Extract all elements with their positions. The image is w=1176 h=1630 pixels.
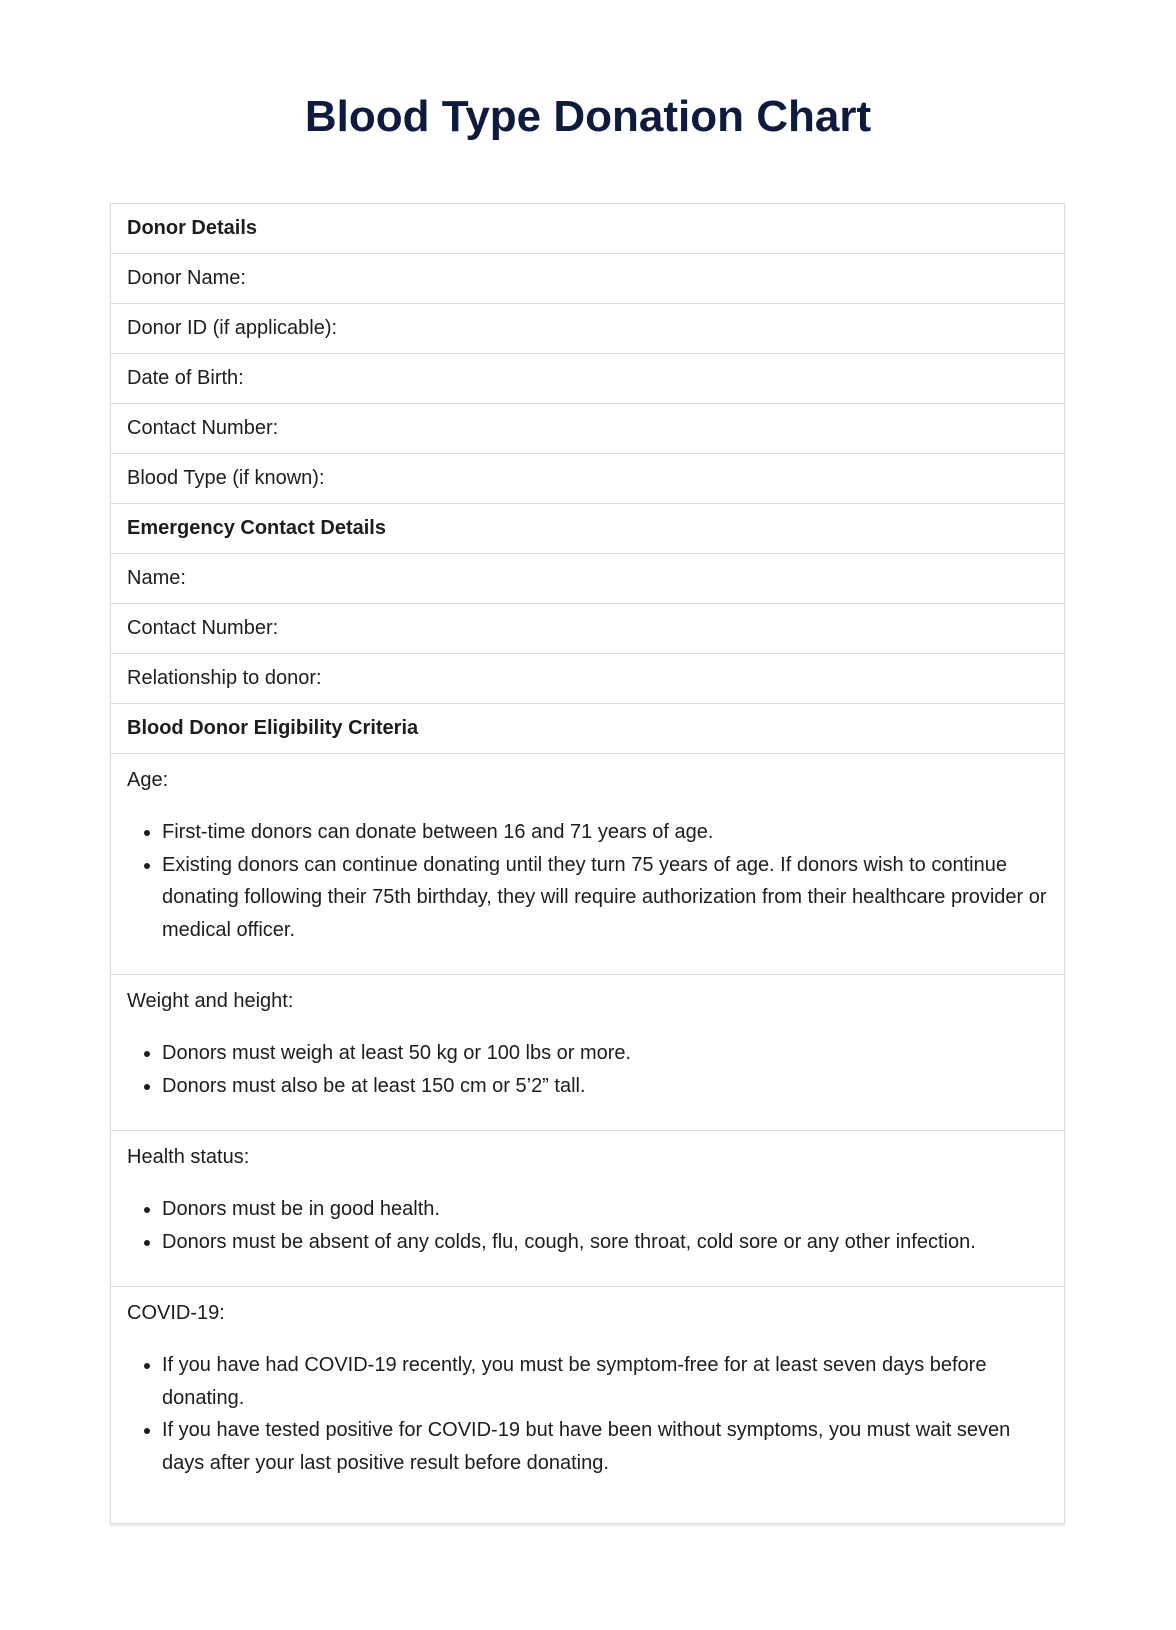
criteria-label: Health status: [127, 1146, 250, 1168]
criteria-list [127, 816, 1048, 946]
donation-form-table [110, 203, 1065, 1524]
criteria-label: Weight and height: [127, 990, 294, 1012]
criteria-list [127, 1349, 1048, 1479]
criteria-label: Age: [127, 769, 169, 791]
list-item: • Donors must be in good health. [162, 1193, 1048, 1226]
criteria-list [127, 1193, 1048, 1258]
section-heading-emergency-contact: Emergency Contact Details [111, 504, 1064, 554]
list-item: • If you have had COVID-19 recently, you must be symptom-free for at least seven days before donating. [162, 1349, 1048, 1414]
field-contact-number[interactable]: Contact Number: [111, 404, 1064, 454]
list-item: • Donors must be absent of any colds, flu, cough, sore throat, cold sore or any other infection. [162, 1226, 1048, 1259]
criteria-health-status [111, 1131, 1064, 1287]
section-heading-donor-details: Donor Details [111, 204, 1064, 254]
list-item: • Donors must weigh at least 50 kg or 100 lbs or more. [162, 1037, 1048, 1070]
field-donor-name[interactable]: Donor Name: [111, 254, 1064, 304]
field-date-of-birth[interactable]: Date of Birth: [111, 354, 1064, 404]
list-item: • If you have tested positive for COVID-19 but have been without symptoms, you must wait seven days after your last positive result before donating. [162, 1414, 1048, 1479]
field-donor-id[interactable]: Donor ID (if applicable): [111, 304, 1064, 354]
criteria-weight-height [111, 975, 1064, 1131]
field-emergency-contact-number[interactable]: Contact Number: [111, 604, 1064, 654]
list-item: • First-time donors can donate between 16 and 71 years of age. [162, 816, 1048, 849]
criteria-label: COVID-19: [127, 1302, 225, 1324]
criteria-covid-19 [111, 1287, 1064, 1523]
criteria-list [127, 1037, 1048, 1102]
criteria-age [111, 754, 1064, 975]
field-relationship[interactable]: Relationship to donor: [111, 654, 1064, 704]
section-heading-eligibility: Blood Donor Eligibility Criteria [111, 704, 1064, 754]
list-item: • Existing donors can continue donating until they turn 75 years of age. If donors wish to continue donating following their 75th birthday, they will require authorization from their healthcare provider or medical officer. [162, 849, 1048, 947]
field-blood-type[interactable]: Blood Type (if known): [111, 454, 1064, 504]
field-emergency-name[interactable]: Name: [111, 554, 1064, 604]
page-title: Blood Type Donation Chart [304, 92, 872, 141]
list-item: • Donors must also be at least 150 cm or 5’2” tall. [162, 1070, 1048, 1103]
